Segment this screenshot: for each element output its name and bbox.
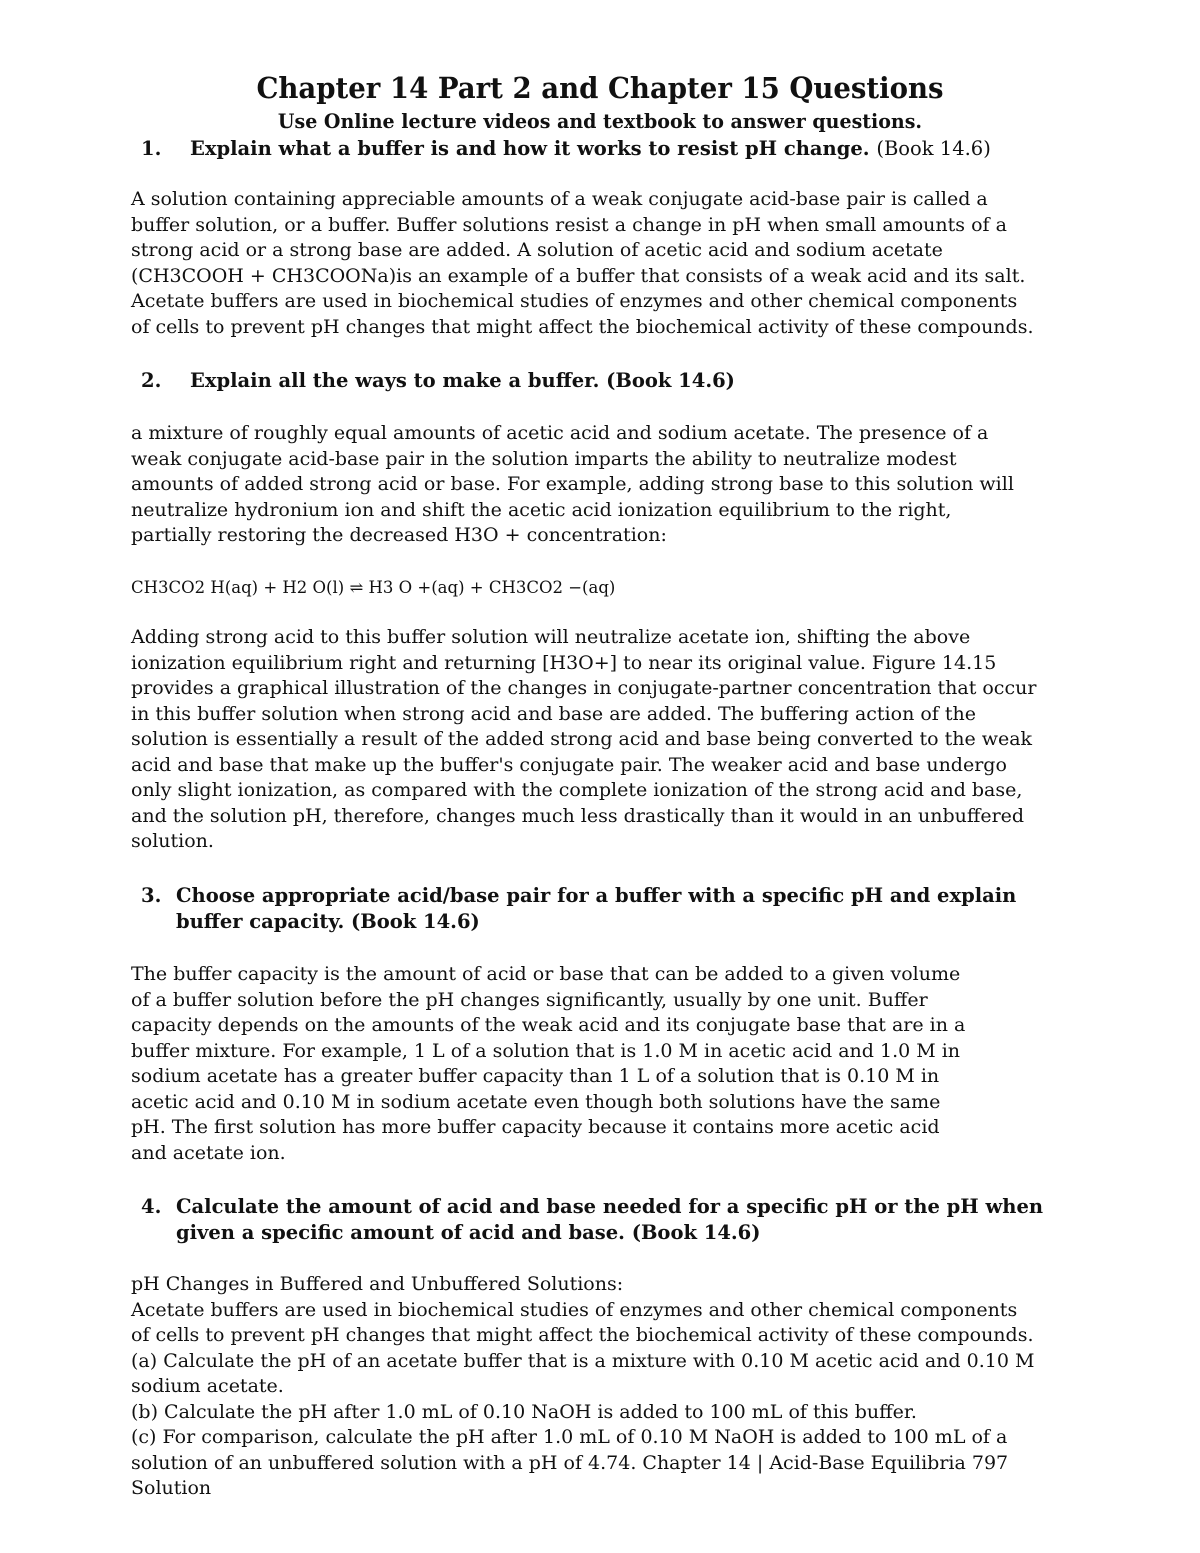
answer-2b-line: in this buffer solution when strong acid and base are added. The buffering action of the bbox=[131, 702, 976, 725]
answer-2-line: weak conjugate acid-base pair in the solution imparts the ability to neutralize modest bbox=[131, 447, 957, 470]
answer-3-line: acetic acid and 0.10 M in sodium acetate even though both solutions have the same bbox=[131, 1090, 941, 1113]
question-text-line: Choose appropriate acid/base pair for a buffer with a specific pH and explain bbox=[176, 884, 1017, 907]
question-text-main: Explain what a buffer is and how it works to resist pH change. bbox=[190, 137, 870, 160]
answer-3-line: capacity depends on the amounts of the weak acid and its conjugate base that are in a bbox=[131, 1014, 966, 1036]
book-reference: (Book 14.6) bbox=[876, 137, 991, 160]
answer-2b-line: solution is essentially a result of the added strong acid and base being converted to the weak bbox=[131, 728, 1033, 750]
question-text: Explain all the ways to make a buffer. (Book 14.6) bbox=[190, 369, 735, 392]
question-number: 4. bbox=[141, 1195, 162, 1218]
answer-2b-line: solution. bbox=[131, 830, 214, 852]
answer-1-line: (CH3COOH + CH3COONa)is an example of a buffer that consists of a weak acid and its salt. bbox=[131, 264, 1026, 287]
answer-4-line: Solution bbox=[131, 1477, 212, 1499]
answer-2b-line: acid and base that make up the buffer's conjugate pair. The weaker acid and base undergo bbox=[131, 753, 1007, 776]
answer-2b-line: Adding strong acid to this buffer solution will neutralize acetate ion, shifting the above bbox=[131, 626, 971, 648]
answer-2-line: a mixture of roughly equal amounts of acetic acid and sodium acetate. The presence of a bbox=[131, 422, 989, 444]
answer-1-line: buffer solution, or a buffer. Buffer solutions resist a change in pH when small amounts of a bbox=[131, 213, 1007, 236]
equilibrium-equation: CH3CO2 H(aq) + H2 O(l) ⇌ H3 O +(aq) + CH3CO2 −(aq) bbox=[131, 578, 616, 597]
question-text bbox=[190, 136, 991, 162]
answer-4-line: Acetate buffers are used in biochemical studies of enzymes and other chemical components bbox=[131, 1298, 1018, 1321]
answer-1-line: strong acid or a strong base are added. A solution of acetic acid and sodium acetate bbox=[131, 239, 943, 261]
answer-2b-line: and the solution pH, therefore, changes much less drastically than it would in an unbuffered bbox=[131, 804, 1025, 827]
answer-1-line: A solution containing appreciable amounts of a weak conjugate acid-base pair is called a bbox=[131, 188, 988, 210]
answer-2-line: amounts of added strong acid or base. For example, adding strong base to this solution will bbox=[131, 473, 1014, 495]
answer-4-line: (c) For comparison, calculate the pH after 1.0 mL of 0.10 M NaOH is added to 100 mL of a bbox=[131, 1426, 1008, 1448]
answer-3-line: pH. The first solution has more buffer capacity because it contains more acetic acid bbox=[131, 1116, 940, 1138]
page-title: Chapter 14 Part 2 and Chapter 15 Questions bbox=[256, 71, 944, 105]
answer-3-line: The buffer capacity is the amount of acid or base that can be added to a given volume bbox=[131, 963, 961, 985]
answer-3-line: buffer mixture. For example, 1 L of a solution that is 1.0 M in acetic acid and 1.0 M in bbox=[131, 1039, 961, 1062]
answer-2b-line: provides a graphical illustration of the changes in conjugate-partner concentration that occur bbox=[131, 677, 1037, 699]
answer-2b-line: ionization equilibrium right and returning [H3O+] to near its original value. Figure 14.15 bbox=[131, 651, 997, 674]
question-text-line: given a specific amount of acid and base. (Book 14.6) bbox=[176, 1221, 761, 1244]
answer-4-line: of cells to prevent pH changes that might affect the biochemical activity of these compounds. bbox=[131, 1324, 1034, 1346]
question-number: 2. bbox=[141, 369, 162, 392]
question-text-line: buffer capacity. (Book 14.6) bbox=[176, 910, 480, 933]
answer-4-line: solution of an unbuffered solution with a pH of 4.74. Chapter 14 | Acid-Base Equilibria 797 bbox=[131, 1451, 1009, 1474]
page-subtitle: Use Online lecture videos and textbook to answer questions. bbox=[277, 109, 923, 133]
question-text bbox=[176, 883, 1016, 935]
answer-2-line: neutralize hydronium ion and shift the acetic acid ionization equilibrium to the right, bbox=[131, 498, 952, 521]
answer-4-line: (a) Calculate the pH of an acetate buffer that is a mixture with 0.10 M acetic acid and 0.10 M bbox=[131, 1349, 1035, 1372]
answer-3-line: of a buffer solution before the pH changes significantly, usually by one unit. Buffer bbox=[131, 988, 928, 1011]
answer-1-line: of cells to prevent pH changes that might affect the biochemical activity of these compounds. bbox=[131, 315, 1034, 338]
question-number: 3. bbox=[141, 884, 162, 907]
question-text-line: Calculate the amount of acid and base needed for a specific pH or the pH when bbox=[176, 1195, 1044, 1218]
answer-1-line: Acetate buffers are used in biochemical studies of enzymes and other chemical components bbox=[131, 290, 1018, 312]
answer-3-line: and acetate ion. bbox=[131, 1141, 286, 1164]
answer-4-line: pH Changes in Buffered and Unbuffered Solutions: bbox=[131, 1273, 624, 1295]
answer-2-line: partially restoring the decreased H3O + concentration: bbox=[131, 524, 667, 546]
answer-2b-line: only slight ionization, as compared with the complete ionization of the strong acid and base, bbox=[131, 779, 1023, 801]
answer-4-line: sodium acetate. bbox=[131, 1375, 284, 1397]
answer-4-line: (b) Calculate the pH after 1.0 mL of 0.10 NaOH is added to 100 mL of this buffer. bbox=[131, 1400, 917, 1423]
question-number: 1. bbox=[141, 137, 162, 160]
answer-3-line: sodium acetate has a greater buffer capacity than 1 L of a solution that is 0.10 M in bbox=[131, 1065, 940, 1087]
question-text bbox=[176, 1194, 1043, 1246]
